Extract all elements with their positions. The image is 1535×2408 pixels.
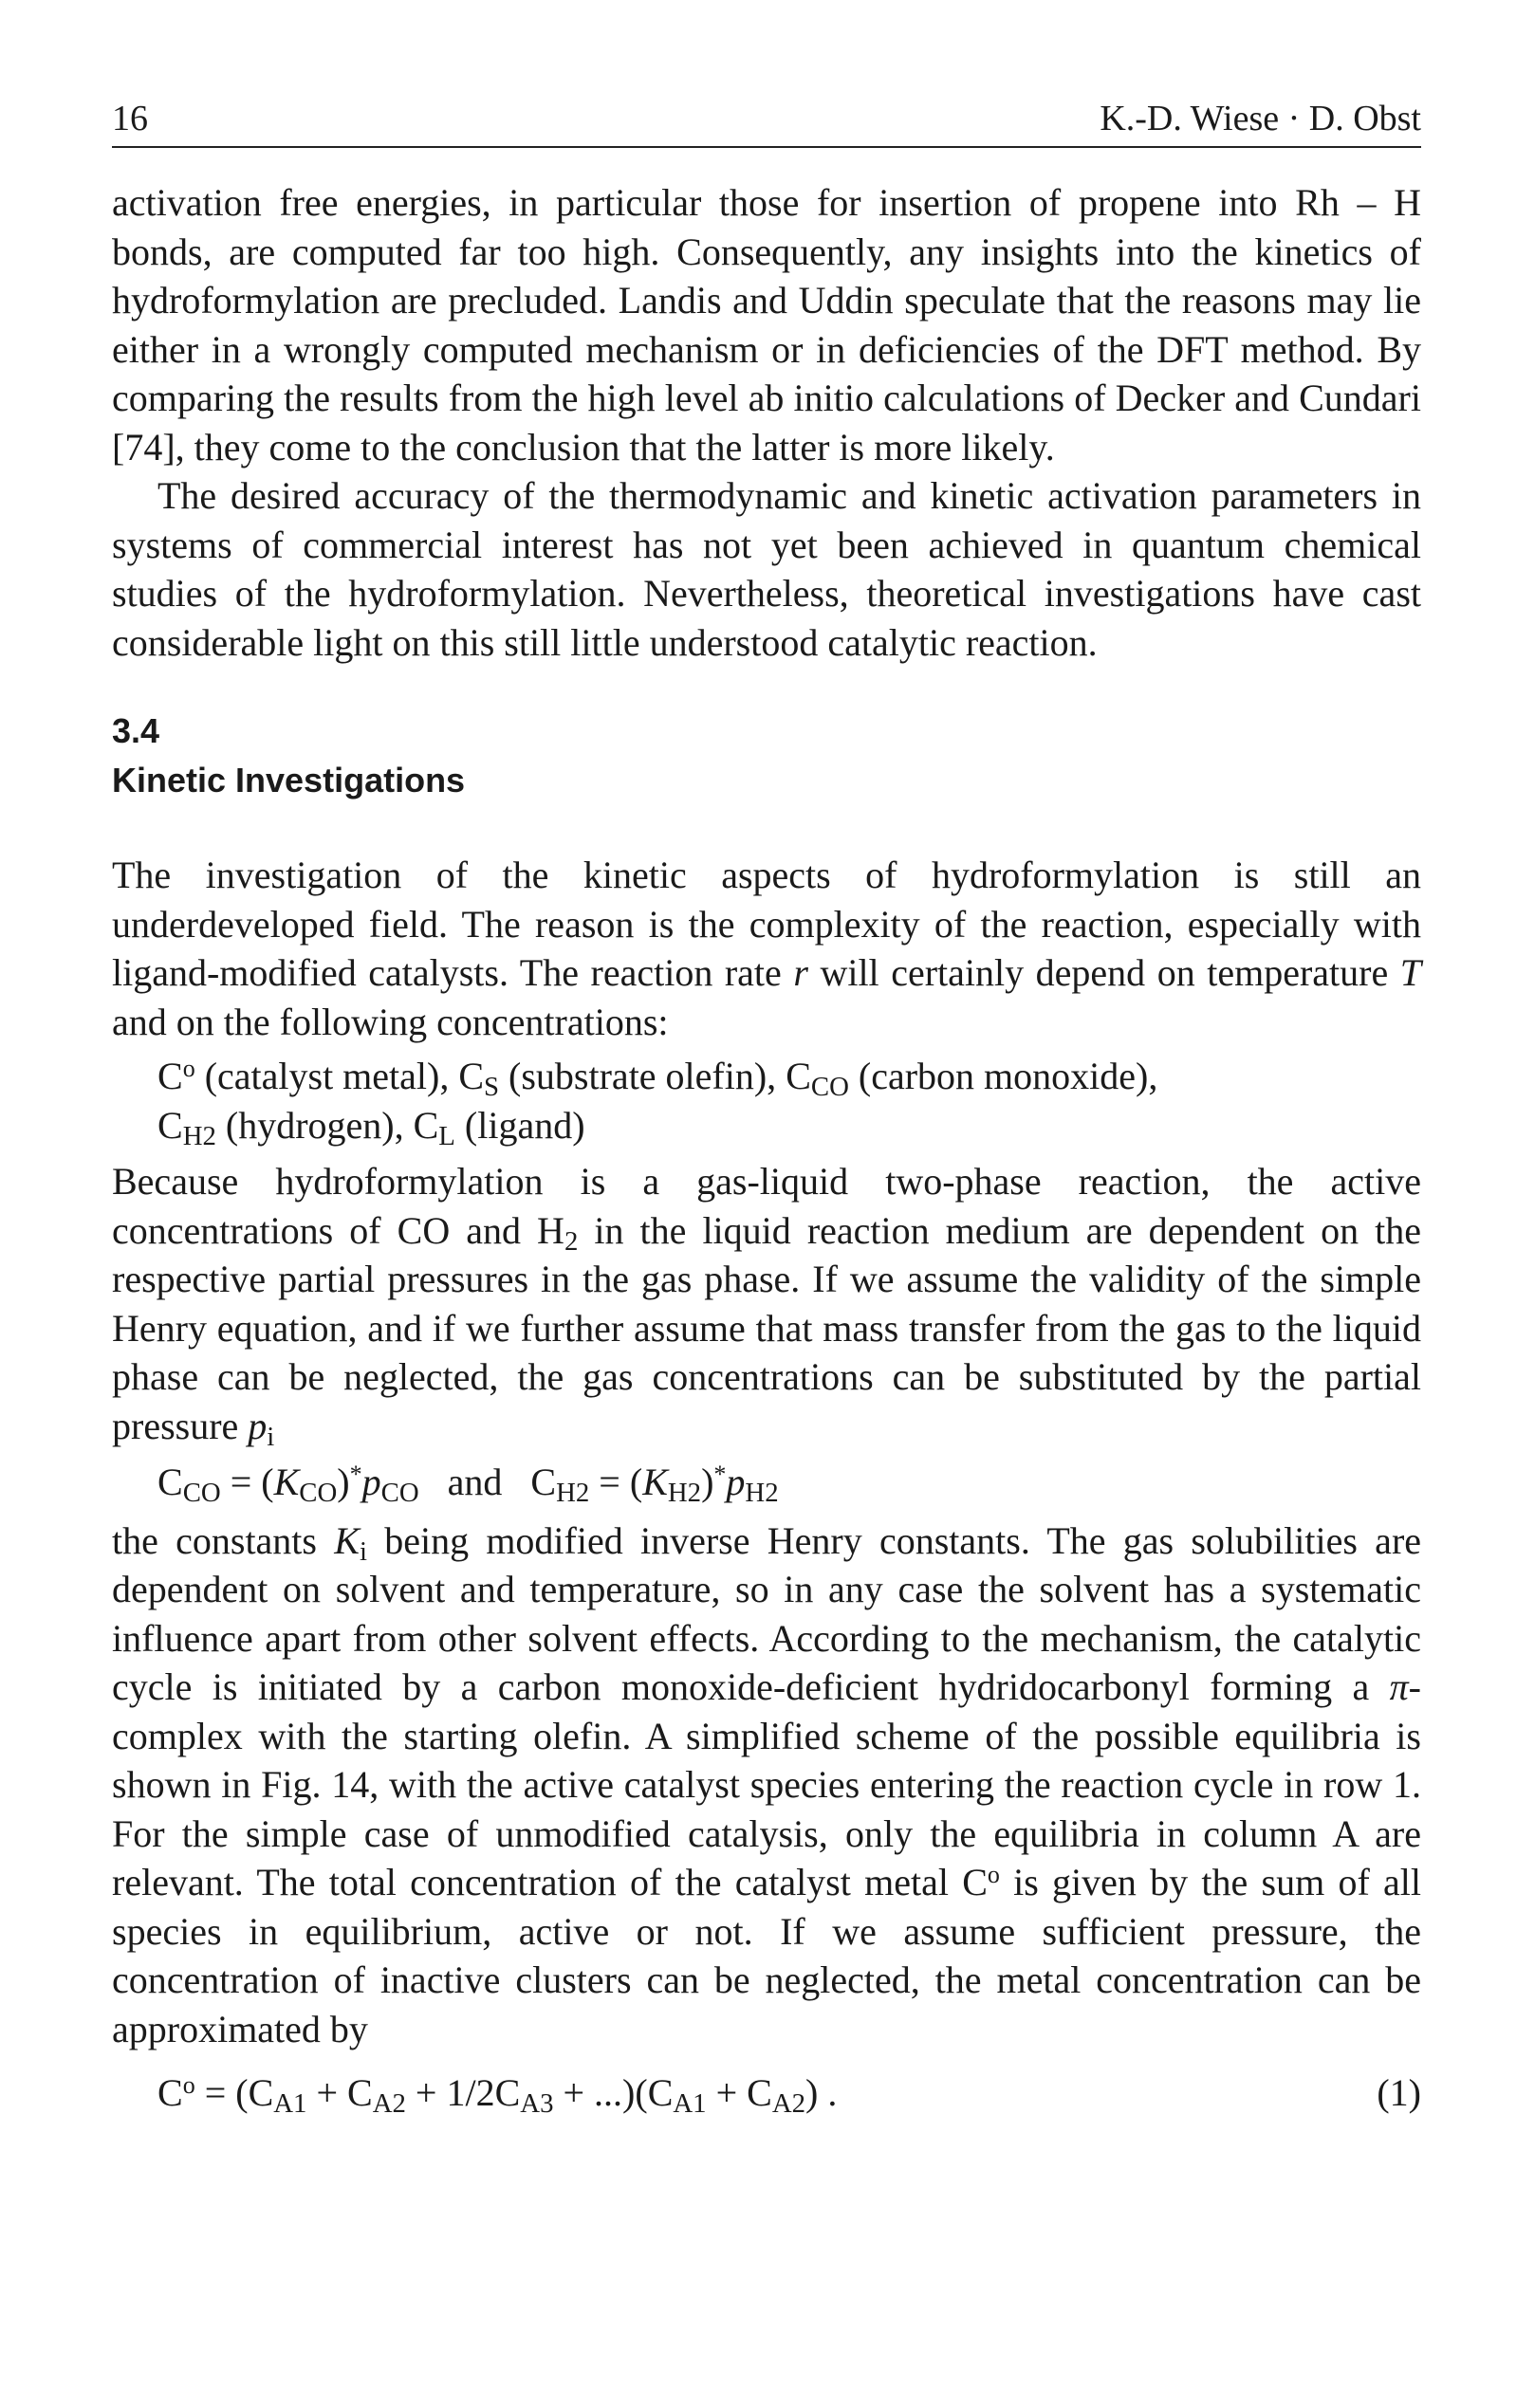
equation-1 [112,2068,1421,2118]
equation-body: $C^o = (C_{A1} + C_{A2} + 1/2C_{A3} + ...)(C_{A1} + C_{A2})$ . [157,2071,838,2120]
equation-number: (1) [1377,2071,1421,2114]
paragraph: the constants $K_i$ being modified inverse Henry constants. The gas solubilities are dependent on solvent and temperature, so in any case the solvent has a systematic influence apart from other solvent effects. According to the mechanism, the catalytic cycle is initiated by a carbon monoxide-deficient hydridocarbonyl forming a π-complex with the starting olefin. A simplified scheme of the possible equilibria is shown in Fig. 14, with the active catalyst species entering the reaction cycle in row 1. For the simple case of unmodified catalysis, only the equilibria in column A are relevant. The total concentration of the catalyst metal $C^o$ is given by the sum of all species in equilibrium, active or not. If we assume sufficient pressure, the concentration of inactive clusters can be neglected, the metal concentration can be approximated by [112,1518,1422,2050]
page-body [112,178,1421,2118]
section-title: Kinetic Investigations [112,761,466,800]
page-header [112,95,1421,148]
concentration-list [112,1052,1421,1149]
section-number: 3.4 [112,711,160,750]
henry-equation: $C_{CO} = (K_{CO})^*p_{CO}$ and $C_{H2} = (K_{H2})^*p_{H2}$ [157,1461,779,1509]
paragraph: The desired accuracy of the thermodynamic and kinetic activation parameters in systems of commercial interest has not yet been achieved in quantum chemical studies of the hydroformylation. Nevertheless, theoretical investigations have cast considerable light on this still little understood catalytic reaction. [112,474,1421,664]
list-item: $C^o$ (catalyst metal), $C_S$ (substrate olefin), $C_{CO}$ (carbon monoxide), [157,1055,1158,1103]
paragraph: Because hydroformylation is a gas-liquid two-phase reaction, the active concentrations of CO and $H_2$ in the liquid reaction medium are dependent on the respective partial pressures in the gas phase. If we assume the validity of the simple Henry equation, and if we further assume that mass transfer from the gas to the liquid phase can be neglected, the gas concentrations can be substituted by the partial pressure $p_i$ [112,1160,1421,1452]
paragraph: The investigation of the kinetic aspects of hydroformylation is still an underdeveloped field. The reason is the complexity of the reaction, especially with ligand-modified catalysts. The reaction rate r will certainly depend on temperature T and on the following concentrations: [112,854,1421,1043]
running-head-authors: K.-D. Wiese · D. Obst [1100,99,1421,138]
page-number: 16 [112,99,148,138]
paragraph: activation free energies, in particular those for insertion of propene into Rh – H bonds, are computed far too high. Consequently, any insights into the kinetics of hydroformylation are precluded. Landis and Uddin speculate that the reasons may lie either in a wrongly computed mechanism or in deficiencies of the DFT method. By comparing the results from the high level ab initio calculations of Decker and Cundari [74], they come to the conclusion that the latter is more likely. [112,181,1421,469]
list-item: $C_{H2}$ (hydrogen), $C_L$ (ligand) [157,1103,585,1151]
